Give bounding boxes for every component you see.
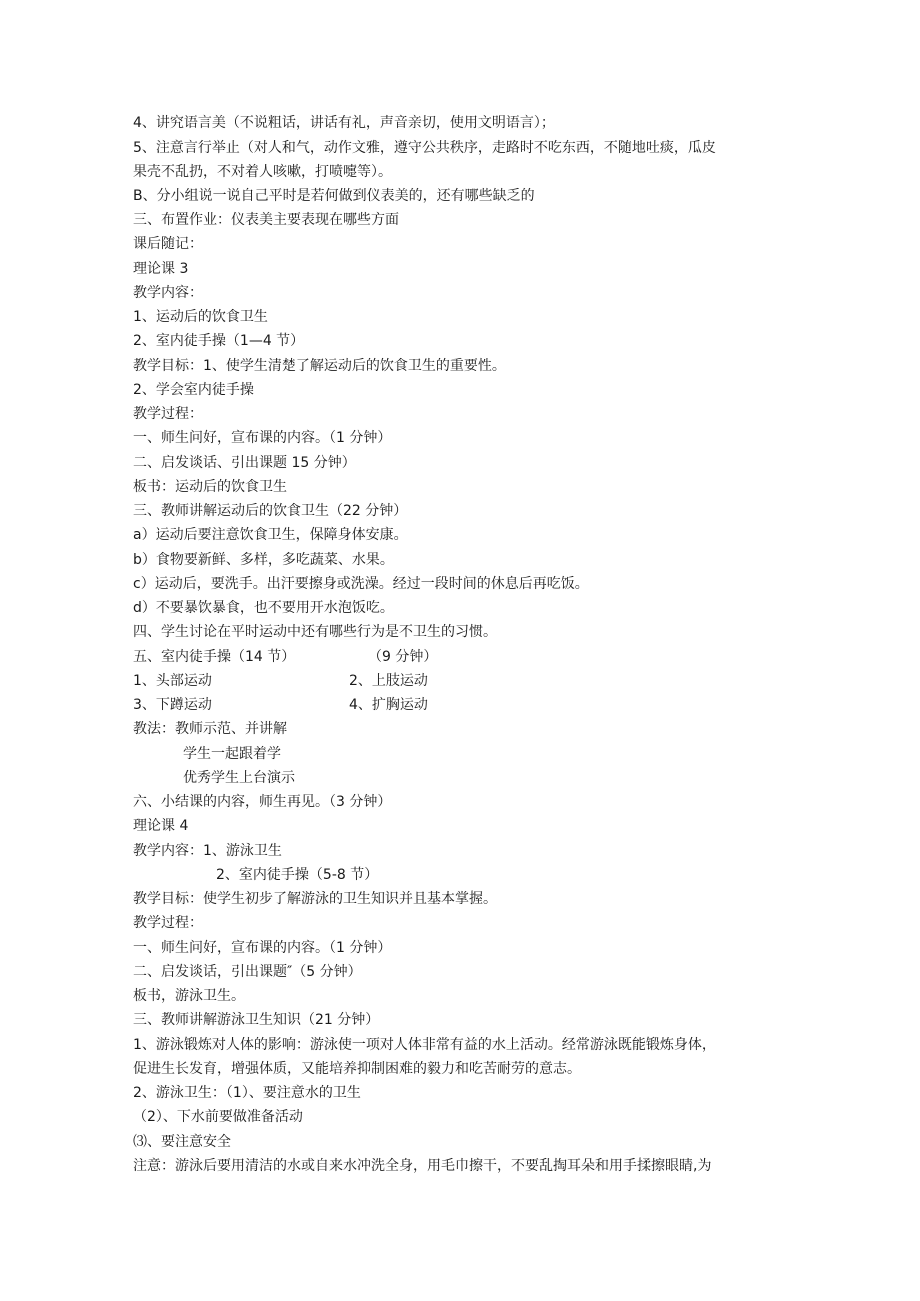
text-line: d）不要暴饮暴食，也不要用开水泡饭吃。 [133, 600, 394, 616]
text-line: 3、下蹲运动 [133, 697, 212, 713]
text-line: 2、室内徒手操（1—4 节） [133, 333, 305, 349]
text-line: 教学目标：使学生初步了解游泳的卫生知识并且基本掌握。 [133, 891, 497, 907]
text-line: 教学目标：1、使学生清楚了解运动后的饮食卫生的重要性。 [133, 358, 506, 374]
text-line: （2）、下水前要做准备活动 [133, 1109, 303, 1125]
text-line: 2、上肢运动 [349, 673, 428, 689]
text-line: 四、学生讨论在平时运动中还有哪些行为是不卫生的习惯。 [133, 624, 497, 640]
text-line: 一、师生问好，宣布课的内容。（1 分钟） [133, 940, 392, 956]
text-line: 三、教师讲解游泳卫生知识（21 分钟） [133, 1012, 380, 1028]
text-line: 二、启发谈话、引出课题 15 分钟） [133, 455, 356, 471]
text-line: 学生一起跟着学 [183, 746, 281, 762]
text-line: 教学内容： [133, 285, 203, 301]
text-line: 二、启发谈话，引出课题″（5 分钟） [133, 964, 362, 980]
text-line: 促进生长发育，增强体质，又能培养抑制困难的毅力和吃苦耐劳的意志。 [133, 1061, 581, 1077]
text-line: 2、游泳卫生：（1）、要注意水的卫生 [133, 1085, 361, 1101]
text-line: b）食物要新鲜、多样，多吃蔬菜、水果。 [133, 552, 394, 568]
text-line: 1、头部运动 [133, 673, 212, 689]
text-line: 4、讲究语言美（不说粗话，讲话有礼，声音亲切，使用文明语言）； [133, 115, 555, 131]
text-line: 五、室内徒手操（14 节） [133, 649, 296, 665]
text-line: 1、运动后的饮食卫生 [133, 309, 268, 325]
text-line: 六、小结课的内容，师生再见。（3 分钟） [133, 794, 392, 810]
text-line: 教学过程： [133, 915, 203, 931]
text-line: 5、注意言行举止（对人和气，动作文雅，遵守公共秩序，走路时不吃东西，不随地吐痰，瓜皮 [133, 140, 716, 156]
text-line: 4、扩胸运动 [349, 697, 428, 713]
text-line: B、分小组说一说自己平时是若何做到仪表美的，还有哪些缺乏的 [133, 188, 535, 204]
text-line: 2、学会室内徒手操 [133, 382, 254, 398]
text-line: 板书，游泳卫生。 [133, 988, 245, 1004]
text-line: 教学过程： [133, 406, 203, 422]
section-title: 理论课 3 [133, 261, 189, 277]
text-line: 果壳不乱扔，不对着人咳嗽，打喷嚏等）。 [133, 164, 392, 180]
text-line: （9 分钟） [368, 649, 438, 665]
text-line: ⑶、要注意安全 [133, 1134, 231, 1150]
text-line: 2、室内徒手操（5-8 节） [216, 867, 379, 883]
text-line: 板书：运动后的饮食卫生 [133, 479, 287, 495]
text-line: 三、布置作业：仪表美主要表现在哪些方面 [133, 212, 399, 228]
text-line: c）运动后，要洗手。出汗要擦身或洗澡。经过一段时间的休息后再吃饭。 [133, 576, 589, 592]
text-line: 教学内容：1、游泳卫生 [133, 843, 282, 859]
text-line: a）运动后要注意饮食卫生，保障身体安康。 [133, 527, 408, 543]
text-line: 1、游泳锻炼对人体的影响：游泳使一项对人体非常有益的水上活动。经常游泳既能锻炼身体， [133, 1037, 716, 1053]
text-line: 优秀学生上台演示 [183, 770, 295, 786]
text-line: 教法：教师示范、并讲解 [133, 721, 287, 737]
section-title: 理论课 4 [133, 818, 189, 834]
text-line: 三、教师讲解运动后的饮食卫生（22 分钟） [133, 503, 408, 519]
text-line: 课后随记： [133, 236, 203, 252]
text-line: 一、师生问好，宣布课的内容。（1 分钟） [133, 430, 392, 446]
text-line: 注意：游泳后要用清洁的水或自来水冲洗全身，用毛巾擦干，不要乱掏耳朵和用手揉擦眼睛,为 [133, 1158, 712, 1174]
